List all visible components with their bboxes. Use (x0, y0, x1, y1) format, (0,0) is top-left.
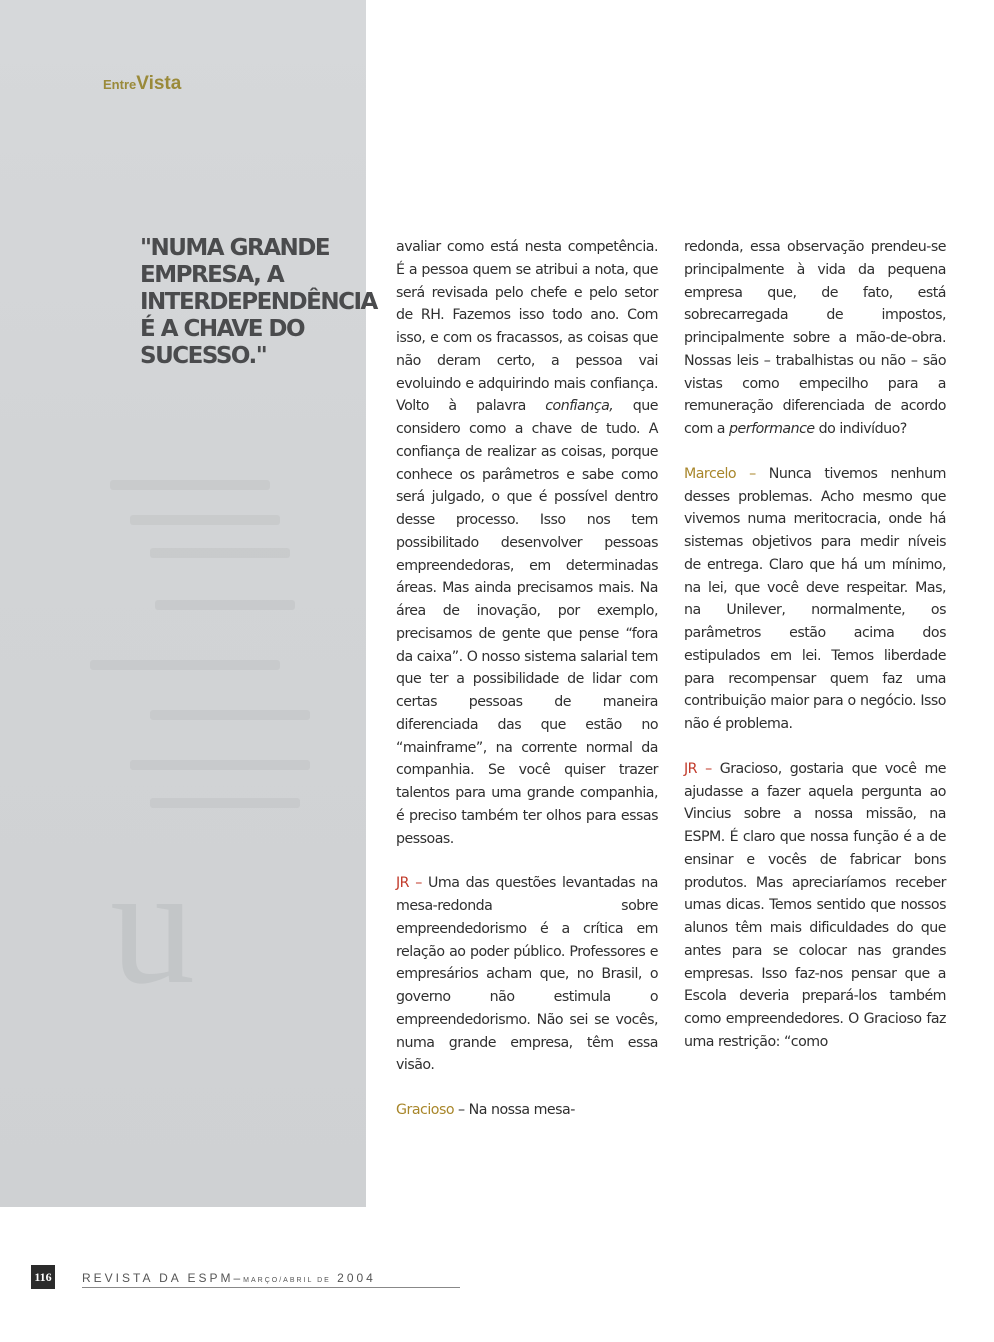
speaker-label: Gracioso (396, 1102, 455, 1118)
show-through-mark (110, 480, 270, 490)
footer-dash: – (233, 1271, 244, 1285)
paragraph-text: Nunca tivemos nenhum desses problemas. Acho mesmo que vivemos numa meritocracia, onde há sistemas objetivos para medir níveis de entrega. Claro que há um mínimo, na lei, que você deve respeitar. Mas, na Unilever, normalmente, os parâmetros estão acima dos estipulados em lei. Temos liberdade para recompensar quem faz uma contribuição maior para o negócio. Isso não é problema. (684, 465, 946, 732)
show-through-mark (150, 548, 290, 558)
sidebar-panel (0, 0, 377, 1207)
paragraph-text: que considero como a chave de tudo. A confiança de realizar as coisas, porque conhece os parâmetros e sabe como será julgado, o que é possível dentro desse processo. Isso nos tem possibilitado desenvolver pessoas empreendedoras, em determinadas áreas. Mas ainda precisamos mais. Na área de inovação, por exemplo, precisamos de gente que pense “fora da caixa”. O nosso sistema salarial tem que ter a possibilidade de lidar com certas pessoas de maneira diferenciada das que estão no “mainframe”, na corrente normal da companhia. Se você quiser trazer talentos para uma grande companhia, é preciso também ter olhos para essas pessoas. (396, 398, 658, 847)
paragraph (396, 872, 658, 1077)
paragraph (684, 758, 946, 1054)
emphasis-text: confiança, (545, 398, 614, 415)
section-tag (103, 73, 181, 95)
speaker-label: JR – (684, 760, 712, 777)
show-through-mark (90, 660, 280, 670)
paragraph-text: avaliar como está nesta competência. É a pessoa quem se atribui a nota, que será revisada pelo chefe e pelo setor de RH. Fazemos isso todo ano. Com isso, e com os fracassos, as coisas que não deram certo, a pessoa vai evoluindo e adquirindo mais confiança. Volto à palavra (396, 239, 658, 415)
page-number: 116 (31, 1265, 55, 1289)
page-footer (31, 1265, 431, 1291)
show-through-mark (155, 600, 295, 610)
paragraph-text: redonda, essa observação prendeu-se principalmente à vida da pequena empresa que, de fato, está sobrecarregada de impostos, principalmente sobre a mão-de-obra. Nossas leis – trabalhistas ou não – são vistas como empecilho para a remuneração diferenciada de acordo com a (684, 239, 946, 437)
article-column-right (684, 236, 946, 1054)
paragraph (684, 236, 946, 441)
magazine-credit (82, 1271, 376, 1285)
show-through-mark (150, 710, 310, 720)
pull-quote: "NUMA GRANDE EMPRESA, A INTERDEPENDÊNCIA É A CHAVE DO SUCESSO." (140, 235, 377, 369)
paragraph (396, 1099, 658, 1122)
paragraph (396, 236, 658, 850)
paragraph-text: do indivíduo? (814, 421, 907, 437)
emphasis-text: performance (729, 421, 815, 437)
paragraph-text: Gracioso, gostaria que você me ajudasse a fazer aquela pergunta ao Vincius sobre a nossa missão, na ESPM. É claro que nossa função é a de ensinar e vocês de fabricar bons produtos. Mas apreciaríamos receber umas dicas. Temos sentido que nossos alunos têm mais dificuldades do que antes para se colocar nas grandes empresas. Isso faz-nos pensar que a Escola deveria prepará-los também como empreendedores. O Gracioso faz uma restrição: “como (684, 760, 946, 1050)
footer-rule (82, 1287, 460, 1288)
show-through-mark (150, 798, 300, 808)
speaker-label: JR – (396, 875, 422, 892)
section-tag-prefix: Entre (103, 77, 137, 92)
paragraph-text: – Na nossa mesa- (454, 1102, 575, 1118)
section-tag-name: Vista (136, 73, 182, 94)
magazine-name: REVISTA DA ESPM (82, 1271, 234, 1285)
issue-label: MARÇO/ABRIL DE (243, 1277, 331, 1284)
paragraph (684, 463, 946, 736)
article-column-middle (396, 236, 658, 1122)
show-through-glyph: u (110, 831, 195, 1019)
show-through-mark (130, 515, 280, 525)
show-through-mark (130, 760, 310, 770)
issue-year: 2004 (337, 1271, 376, 1285)
paragraph-text: Uma das questões levantadas na mesa-redonda sobre empreendedorismo é a crítica em relação ao poder público. Professores e empresários acham que, no Brasil, o governo não estimula o empreendedorismo. Não sei se vocês, numa grande empresa, têm essa visão. (396, 875, 658, 1074)
speaker-label: Marcelo – (684, 465, 756, 482)
